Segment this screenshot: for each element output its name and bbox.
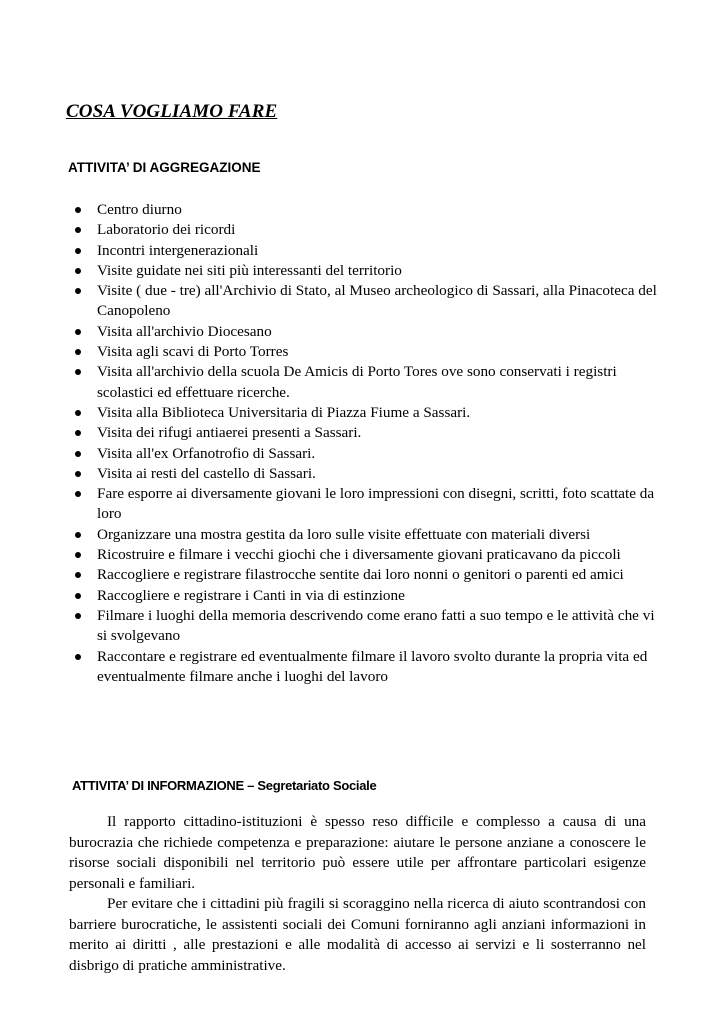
list-item: Visita all'archivio della scuola De Amicis di Porto Tores ove sono conservati i registri scolastici ed effettuare ricerche. [66, 362, 666, 403]
list-item: Raccogliere e registrare i Canti in via di estinzione [66, 586, 666, 606]
bullet-icon [75, 207, 81, 213]
bullet-icon [75, 227, 81, 233]
page-title: COSA VOGLIAMO FARE [66, 101, 278, 122]
activity-list [66, 200, 666, 687]
bullet-icon [75, 552, 81, 558]
bullet-icon [75, 593, 81, 599]
list-item: Raccogliere e registrare filastrocche sentite dai loro nonni o genitori o parenti ed amici [66, 565, 666, 585]
list-item: Centro diurno [66, 200, 666, 220]
list-item: Visita all'ex Orfanotrofio di Sassari. [66, 444, 666, 464]
bullet-icon [75, 268, 81, 274]
paragraph: Il rapporto cittadino-istituzioni è spesso reso difficile e complesso a causa di una burocrazia che richiede competenza e preparazione: aiutare le persone anziane a conoscere le risorse sociali disponibili nel territorio può essere utile per affrontare particolari esigenze personali e familiari. [69, 813, 646, 892]
bullet-icon [75, 410, 81, 416]
list-item: Raccontare e registrare ed eventualmente filmare il lavoro svolto durante la propria vita ed eventualmente filmare anche i luoghi del lavoro [66, 647, 666, 688]
bullet-icon [75, 532, 81, 538]
bullet-icon [75, 329, 81, 335]
bullet-icon [75, 288, 81, 294]
list-item: Ricostruire e filmare i vecchi giochi che i diversamente giovani praticavano da piccoli [66, 545, 666, 565]
list-item: Laboratorio dei ricordi [66, 220, 666, 240]
bullet-icon [75, 613, 81, 619]
list-item: Incontri intergenerazionali [66, 241, 666, 261]
bullet-icon [75, 369, 81, 375]
list-item: Visita all'archivio Diocesano [66, 322, 666, 342]
list-item: Organizzare una mostra gestita da loro sulle visite effettuate con materiali diversi [66, 525, 666, 545]
list-item: Visita dei rifugi antiaerei presenti a Sassari. [66, 423, 666, 443]
bullet-icon [75, 430, 81, 436]
list-item: Fare esporre ai diversamente giovani le loro impressioni con disegni, scritti, foto scattate da loro [66, 484, 666, 525]
list-item: Visite ( due - tre) all'Archivio di Stato, al Museo archeologico di Sassari, alla Pinacoteca del Canopoleno [66, 281, 666, 322]
list-item: Visita ai resti del castello di Sassari. [66, 464, 666, 484]
bullet-icon [75, 248, 81, 254]
section-heading-aggregazione: ATTIVITA’ DI AGGREGAZIONE [68, 160, 261, 175]
list-item: Filmare i luoghi della memoria descrivendo come erano fatti a suo tempo e le attività che vi si svolgevano [66, 606, 666, 647]
body-text [69, 812, 646, 976]
bullet-icon [75, 654, 81, 660]
list-item: Visita agli scavi di Porto Torres [66, 342, 666, 362]
bullet-icon [75, 451, 81, 457]
bullet-icon [75, 349, 81, 355]
bullet-icon [75, 572, 81, 578]
list-item: Visita alla Biblioteca Universitaria di Piazza Fiume a Sassari. [66, 403, 666, 423]
section-heading-informazione: ATTIVITA’ DI INFORMAZIONE – Segretariato Sociale [72, 778, 377, 793]
paragraph: Per evitare che i cittadini più fragili si scoraggino nella ricerca di aiuto scontrandosi con barriere burocratiche, le assistenti sociali dei Comuni forniranno agli anziani informazioni in merito ai diritti , alle prestazioni e alle modalità di accesso ai servizi e li sosterranno nel disbrigo di pratiche amministrative. [69, 895, 646, 974]
bullet-icon [75, 471, 81, 477]
bullet-icon [75, 491, 81, 497]
list-item: Visite guidate nei siti più interessanti del territorio [66, 261, 666, 281]
